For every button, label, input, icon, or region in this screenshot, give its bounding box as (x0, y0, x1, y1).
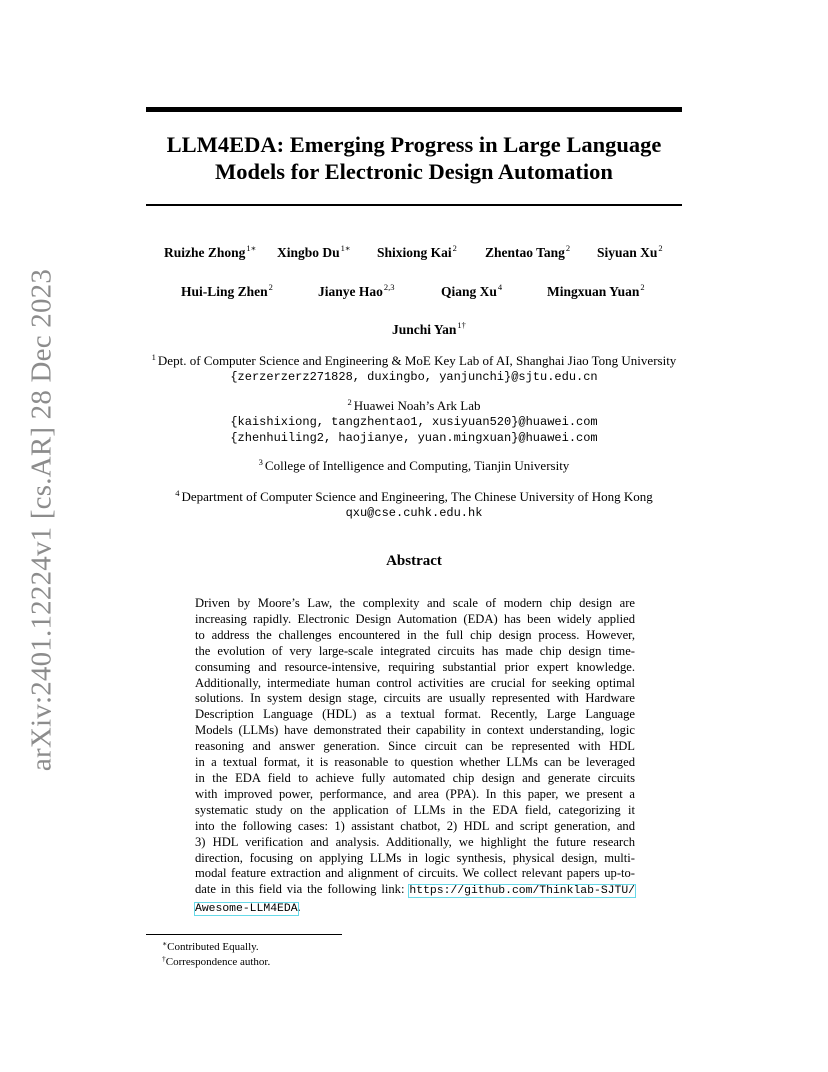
repo-link-part-2[interactable]: Awesome-LLM4EDA (195, 903, 298, 916)
affiliation-2-email-1: {kaishixiong, tangzhentao1, xusiyuan520}@huawei.com (230, 415, 598, 429)
abstract-link-line-2: Awesome-LLM4EDA. (195, 900, 301, 916)
author: Siyuan Xu$^2$ (597, 243, 663, 260)
footnote-2: †Correspondence author. (162, 954, 271, 968)
abstract-line: Models (LLMs) have demonstrated their capability in context understanding, logic (195, 723, 635, 738)
abstract-line: modal feature extraction and alignment of circuits. We collect relevant papers up-to- (195, 866, 635, 881)
affiliation-2-email-2: {zhenhuiling2, haojianye, yuan.mingxuan}@huawei.com (230, 431, 598, 445)
author: Junchi Yan$^{1\dagger}$ (392, 320, 466, 337)
footnote-1: ∗Contributed Equally. (162, 939, 259, 953)
abstract-line: in the EDA field to achieve fully automated chip design and generate circuits (195, 770, 635, 785)
abstract-line: the evolution of very large-scale integrated circuits has made chip design time- (195, 643, 635, 658)
abstract-line: with improved power, performance, and area (PPA). In this paper, we present a (195, 786, 635, 801)
author: Zhentao Tang$^2$ (485, 243, 571, 260)
abstract-line: Driven by Moore’s Law, the complexity and scale of modern chip design are (195, 596, 635, 610)
abstract-line: into the following cases: 1) assistant chatbot, 2) HDL and script generation, and (195, 818, 635, 833)
author: Xingbo $Du^{1∗}$ (277, 243, 351, 260)
affiliation-4: $^4$ Department of Computer Science and Engineering, The Chinese University of Hong Kong qxu@cse.cuhk.edu.hk (100, 485, 728, 521)
abstract-line: reasoning and answer generation. Since circuit can be represented with HDL (195, 739, 635, 754)
author: Ruizhe Zhong$^{1∗}$ (164, 243, 257, 260)
abstract-line: consuming and resource-intensive, requiring substantial prior expert knowledge. (195, 659, 635, 674)
abstract-line: increasing rapidly. Electronic Design Automation (EDA) has been widely applied (195, 611, 635, 626)
abstract-line: direction, focusing on applying LLMs in logic synthesis, physical design, multi- (195, 850, 635, 865)
abstract-line: in a textual format, it is reasonable to question whether LLMs can be leveraged (195, 755, 635, 770)
author: Jianye Hao$^{2,3}$ (318, 282, 395, 299)
author: Hui-Ling Zhen$^2$ (181, 282, 273, 299)
arxiv-stamp-text: arXiv:2401.12224v1 [cs.AR] 28 Dec 2023 (25, 268, 58, 772)
repo-link-part-1[interactable]: https://github.com/Thinklab-SJTU/ (409, 885, 635, 898)
title-line-2: Models for Electronic Design Automation (215, 159, 613, 184)
affiliation-1: $^1$ Dept. of Computer Science and Engineering & MoE Key Lab of AI, Shanghai Jiao Tong University {zerzerzerz271828, duxingbo, yanjunchi}@sjtu.edu.cn (100, 349, 728, 385)
affiliation-2: $^2$ Huawei Noah’s Ark Lab {kaishixiong, tangzhentao1, xusiyuan520}@huawei.com {zhenhuiling2, haojianye, yuan.mingxuan}@huawei.com (100, 394, 728, 446)
abstract-line: 3) HDL verification and analysis. Additionally, we highlight the future research (195, 834, 635, 849)
title-top-rule (146, 107, 682, 112)
abstract-link-line: date in this field via the following link: https://github.com/Thinklab-SJTU/ (195, 882, 635, 898)
abstract-line: systematic study on the application of LLMs in the EDA field, categorizing it (195, 802, 635, 817)
paper-title (146, 131, 682, 185)
abstract-body (195, 596, 635, 918)
author: Mingxuan Yuan$^2$ (547, 282, 645, 299)
affiliation-1-email: {zerzerzerz271828, duxingbo, yanjunchi}@sjtu.edu.cn (230, 370, 598, 384)
affiliation-4-email: qxu@cse.cuhk.edu.hk (345, 506, 483, 520)
affiliation-3: $^3$ College of Intelligence and Computing, Tianjin University (258, 457, 570, 473)
abstract-line: solutions. In system design stage, circuits are usually represented with Hardware (195, 691, 635, 706)
author: Shixiong Kai$^2$ (377, 243, 457, 260)
abstract-heading: Abstract (386, 553, 442, 569)
title-bottom-rule (146, 204, 682, 206)
title-line-1: LLM4EDA: Emerging Progress in Large Language (166, 132, 662, 157)
abstract-line: Description Language (HDL) as a textual format. Recently, Large Language (195, 707, 635, 722)
author: Qiang Xu$^4$ (441, 282, 503, 299)
abstract-line: Additionally, intermediate human control activities are crucial for seeking optimal (195, 675, 635, 690)
abstract-line: to address the challenges encountered in the full chip design process. However, (195, 627, 635, 642)
footnote-rule (146, 934, 342, 935)
